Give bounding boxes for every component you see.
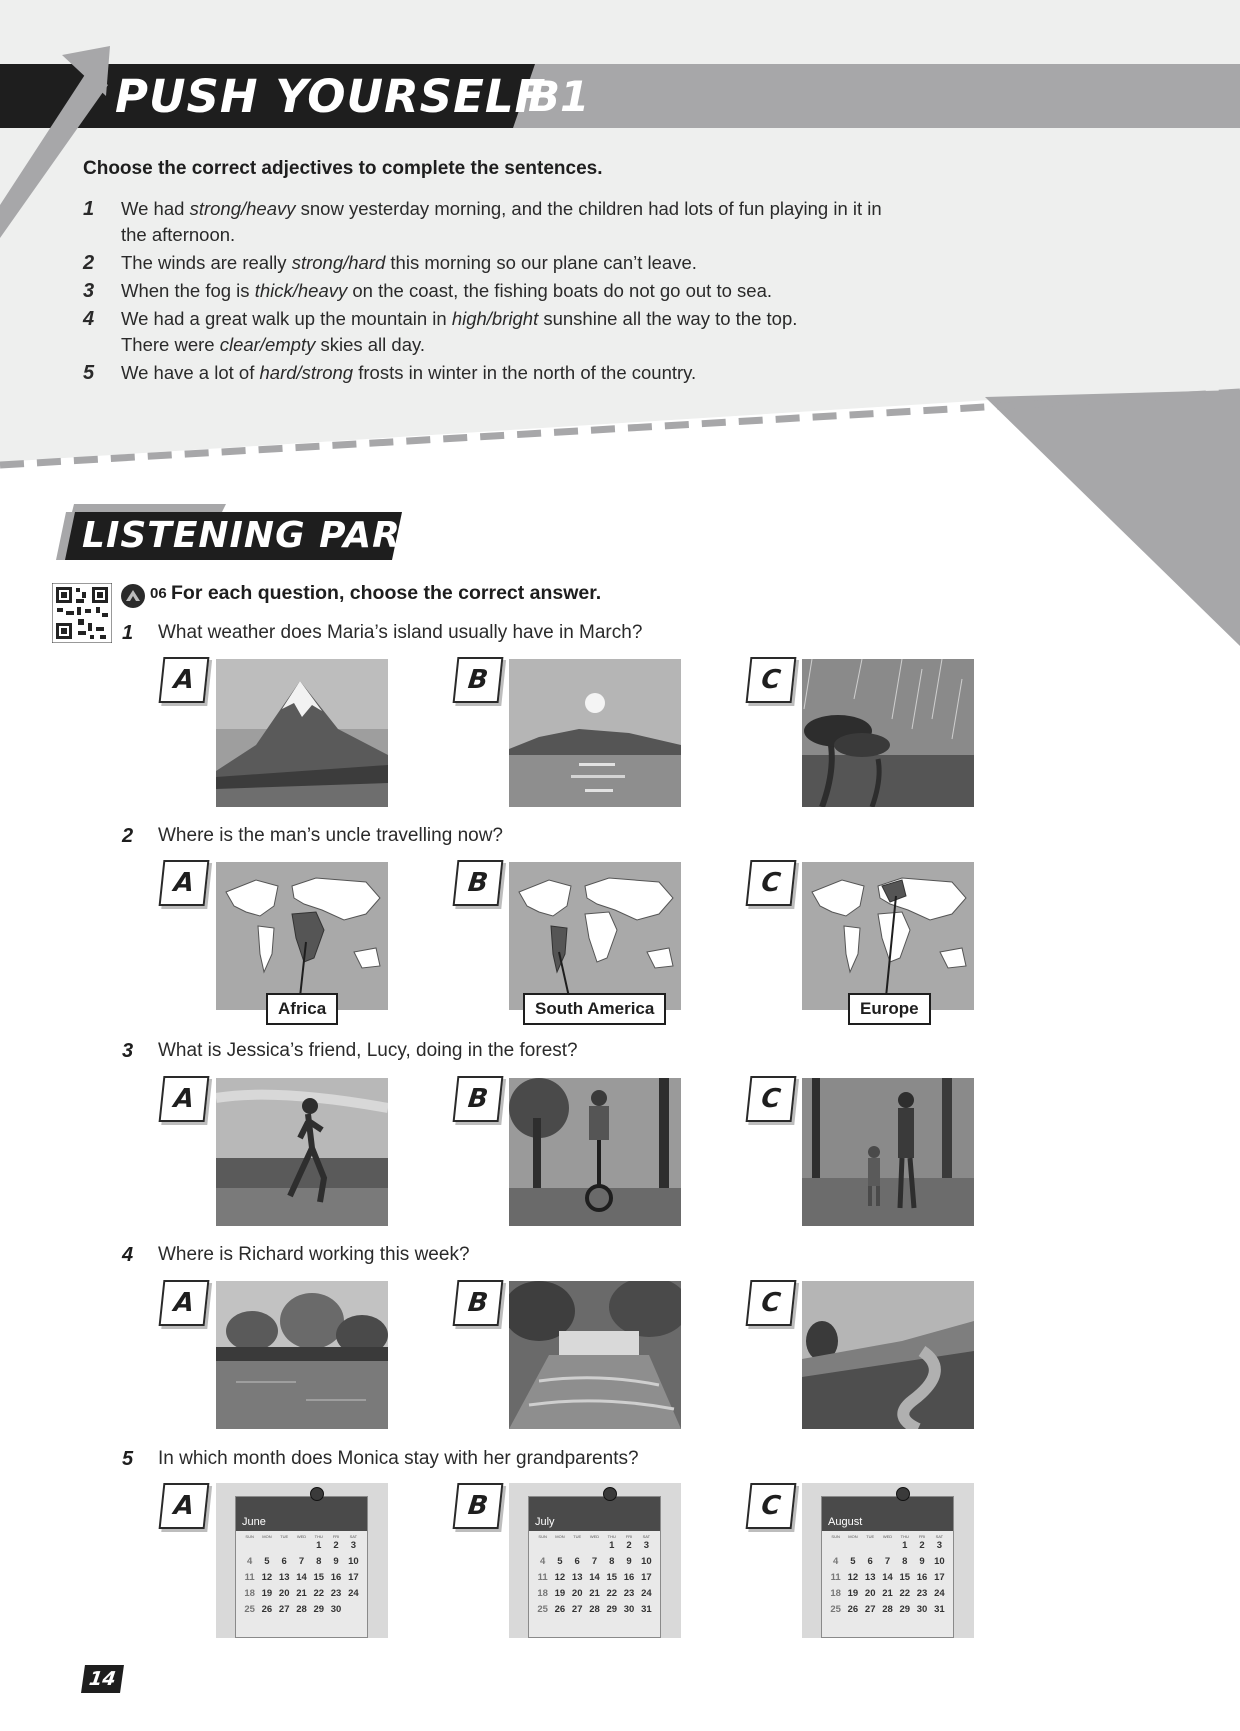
exercise-number: 3 — [83, 280, 95, 302]
calendar-date: 1 — [609, 1540, 615, 1551]
calendar-date: 18 — [830, 1588, 841, 1599]
calendar-date: 24 — [934, 1588, 945, 1599]
calendar-date: 30 — [623, 1604, 635, 1615]
calendar-june[interactable] — [216, 1483, 388, 1638]
calendar-date — [241, 1540, 258, 1551]
option-c-box[interactable]: C — [746, 1280, 797, 1326]
calendar-date: 6 — [574, 1556, 580, 1567]
calendar-date: 16 — [623, 1572, 635, 1583]
calendar-date: 19 — [554, 1588, 566, 1599]
exercise-item: 2 The winds are really strong/hard this morning so our plane can’t leave. — [83, 252, 697, 274]
sunny-sea-picture[interactable] — [509, 659, 681, 807]
option-b-box[interactable]: B — [453, 1483, 504, 1529]
option-c-box[interactable]: C — [746, 1483, 797, 1529]
weekday-label: SAT — [349, 1534, 358, 1539]
question-number: 5 — [122, 1448, 134, 1470]
option-c-box[interactable]: C — [746, 860, 797, 906]
calendar-date — [534, 1540, 551, 1551]
calendar-date: 10 — [348, 1556, 359, 1567]
calendar-dates — [529, 1539, 660, 1615]
exercise-item: 1 We had strong/heavy snow yesterday morning, and the children had lots of fun playing in it in the afternoon. — [83, 198, 882, 245]
calendar-date: 28 — [589, 1604, 600, 1615]
exercise-item: 4 We had a great walk up the mountain in high/bright sunshine all the way to the top. There were clear/empty skies all day. — [83, 308, 798, 355]
weekday-label: FRI — [332, 1534, 340, 1539]
calendar-date: 20 — [278, 1588, 290, 1599]
exercise-number: 1 — [83, 198, 95, 220]
qr-code-icon[interactable] — [52, 583, 112, 643]
calendar-date: 24 — [641, 1588, 652, 1599]
calendar-date: 28 — [882, 1604, 893, 1615]
corner-triangle — [985, 390, 1240, 646]
pin-icon — [896, 1487, 910, 1501]
calendar-date — [276, 1540, 293, 1551]
weekday-label: FRI — [625, 1534, 633, 1539]
mountain-snow-picture[interactable] — [216, 659, 388, 807]
calendar-date: 17 — [348, 1572, 359, 1583]
calendar-date — [258, 1540, 275, 1551]
calendar-date: 31 — [934, 1604, 945, 1615]
page-number: 14 — [81, 1665, 124, 1693]
calendar-date: 27 — [864, 1604, 876, 1615]
stormy-rain-picture[interactable] — [802, 659, 974, 807]
calendar-date: 18 — [537, 1588, 548, 1599]
option-a-box[interactable]: A — [159, 1483, 210, 1529]
weekday-label: MON — [555, 1534, 565, 1539]
walking-with-child-picture[interactable] — [802, 1078, 974, 1226]
calendar-date: 13 — [864, 1572, 876, 1583]
calendar-page — [528, 1496, 661, 1638]
calendar-date: 12 — [261, 1572, 273, 1583]
jogging-picture[interactable] — [216, 1078, 388, 1226]
world-map-europe-picture[interactable] — [802, 862, 974, 1010]
option-a-box[interactable]: A — [159, 657, 210, 703]
exercise-number: 5 — [83, 362, 95, 384]
pin-icon — [603, 1487, 617, 1501]
weekday-label: THU — [607, 1534, 616, 1539]
calendar-date — [844, 1540, 861, 1551]
calendar-date: 20 — [571, 1588, 583, 1599]
option-choice[interactable]: high/bright — [451, 308, 539, 329]
lake-picture[interactable] — [216, 1281, 388, 1429]
calendar-date: 8 — [609, 1556, 615, 1567]
calendar-date: 22 — [313, 1588, 325, 1599]
calendar-date — [293, 1540, 310, 1551]
map-label-south-america: South America — [523, 993, 666, 1025]
calendar-date: 29 — [899, 1604, 911, 1615]
calendar-header — [529, 1497, 660, 1531]
calendar-date: 11 — [537, 1572, 548, 1583]
calendar-date — [827, 1540, 844, 1551]
calendar-date: 24 — [348, 1588, 359, 1599]
calendar-weekdays — [529, 1531, 660, 1539]
calendar-dates — [822, 1539, 953, 1615]
exercise-number: 2 — [83, 252, 95, 274]
calendar-date: 5 — [557, 1556, 563, 1567]
calendar-header — [822, 1497, 953, 1531]
calendar-date: 1 — [902, 1540, 908, 1551]
weekday-label: WED — [296, 1534, 307, 1539]
weekday-label: SAT — [935, 1534, 944, 1539]
weekday-label: TUE — [866, 1534, 875, 1539]
calendar-date: 4 — [246, 1556, 253, 1567]
calendar-date: 12 — [554, 1572, 566, 1583]
calendar-date: 5 — [850, 1556, 856, 1567]
calendar-date: 17 — [641, 1572, 652, 1583]
calendar-date: 1 — [316, 1540, 322, 1551]
listening-title: LISTENING PART 1 — [82, 515, 465, 556]
option-b-box[interactable]: B — [453, 860, 504, 906]
calendar-date: 3 — [643, 1540, 649, 1551]
push-yourself-title: PUSH YOURSELF — [115, 70, 547, 123]
calendar-date: 21 — [589, 1588, 600, 1599]
option-choice[interactable]: strong/heavy — [189, 198, 296, 219]
calendar-date — [862, 1540, 879, 1551]
calendar-date: 22 — [899, 1588, 911, 1599]
calendar-date: 27 — [278, 1604, 290, 1615]
calendar-date: 13 — [571, 1572, 583, 1583]
calendar-date — [569, 1540, 586, 1551]
question-text: In which month does Monica stay with her grandparents? — [158, 1448, 639, 1469]
calendar-date: 15 — [899, 1572, 911, 1583]
calendar-weekdays — [236, 1531, 367, 1539]
option-choice[interactable]: thick/heavy — [254, 280, 348, 301]
calendar-page — [235, 1496, 368, 1638]
calendar-date: 8 — [902, 1556, 908, 1567]
calendar-date: 13 — [278, 1572, 290, 1583]
calendar-date: 30 — [916, 1604, 928, 1615]
map-label-europe: Europe — [848, 993, 931, 1025]
calendar-date: 4 — [832, 1556, 839, 1567]
weekday-label: THU — [900, 1534, 909, 1539]
option-c-box[interactable]: C — [746, 1076, 797, 1122]
question-text: What is Jessica’s friend, Lucy, doing in the forest? — [158, 1040, 578, 1061]
weekday-label: MON — [848, 1534, 858, 1539]
option-b-box[interactable]: B — [453, 1280, 504, 1326]
calendar-month: June — [242, 1516, 266, 1528]
question-text: What weather does Maria’s island usually have in March? — [158, 622, 643, 643]
world-map-africa-picture[interactable] — [216, 862, 388, 1010]
calendar-date: 2 — [626, 1540, 632, 1551]
exercise-number: 4 — [83, 308, 95, 330]
calendar-date — [551, 1540, 568, 1551]
calendar-date: 27 — [571, 1604, 583, 1615]
option-a-box[interactable]: A — [159, 860, 210, 906]
calendar-date: 30 — [330, 1604, 342, 1615]
calendar-july[interactable] — [509, 1483, 681, 1638]
option-b-box[interactable]: B — [453, 1076, 504, 1122]
calendar-date: 11 — [830, 1572, 841, 1583]
calendar-date: 6 — [867, 1556, 873, 1567]
weekday-label: SAT — [642, 1534, 651, 1539]
calendar-date: 22 — [606, 1588, 618, 1599]
calendar-date: 26 — [554, 1604, 566, 1615]
calendar-date: 26 — [261, 1604, 273, 1615]
calendar-date: 15 — [606, 1572, 618, 1583]
calendar-date: 8 — [316, 1556, 322, 1567]
option-choice[interactable]: hard/strong — [259, 362, 354, 383]
question-number: 1 — [122, 622, 134, 644]
weekday-label: MON — [262, 1534, 272, 1539]
weekday-label: FRI — [918, 1534, 926, 1539]
calendar-date: 9 — [333, 1556, 339, 1567]
weekday-label: SUN — [831, 1534, 840, 1539]
calendar-date: 12 — [847, 1572, 859, 1583]
audio-play-icon[interactable] — [121, 584, 145, 608]
calendar-date: 25 — [244, 1604, 255, 1615]
question-number: 3 — [122, 1040, 134, 1062]
map-label-africa: Africa — [266, 993, 338, 1025]
calendar-date: 15 — [313, 1572, 325, 1583]
calendar-date: 19 — [261, 1588, 273, 1599]
world-map-south-america-picture[interactable] — [509, 862, 681, 1010]
option-b-box[interactable]: B — [453, 657, 504, 703]
calendar-date: 3 — [936, 1540, 942, 1551]
calendar-date: 5 — [264, 1556, 270, 1567]
calendar-date: 11 — [244, 1572, 255, 1583]
calendar-date: 14 — [589, 1572, 600, 1583]
calendar-date: 25 — [537, 1604, 548, 1615]
calendar-date: 28 — [296, 1604, 307, 1615]
weekday-label: WED — [589, 1534, 600, 1539]
calendar-date: 14 — [296, 1572, 307, 1583]
calendar-date: 21 — [882, 1588, 893, 1599]
calendar-date: 10 — [641, 1556, 652, 1567]
calendar-date: 9 — [626, 1556, 632, 1567]
calendar-date: 7 — [298, 1556, 305, 1567]
question-number: 4 — [122, 1244, 134, 1266]
calendar-month: August — [828, 1516, 863, 1528]
calendar-date: 21 — [296, 1588, 307, 1599]
question-text: Where is the man’s uncle travelling now? — [158, 825, 503, 846]
weekday-label: TUE — [280, 1534, 289, 1539]
calendar-date: 29 — [313, 1604, 325, 1615]
calendar-date: 7 — [884, 1556, 891, 1567]
calendar-date: 31 — [641, 1604, 652, 1615]
calendar-date: 4 — [539, 1556, 546, 1567]
calendar-date: 17 — [934, 1572, 945, 1583]
calendar-date: 9 — [919, 1556, 925, 1567]
calendar-date: 23 — [623, 1588, 635, 1599]
pin-icon — [310, 1487, 324, 1501]
exercise-list — [83, 196, 903, 388]
calendar-date: 14 — [882, 1572, 893, 1583]
calendar-date: 16 — [330, 1572, 342, 1583]
option-a-box[interactable]: A — [159, 1280, 210, 1326]
calendar-date: 10 — [934, 1556, 945, 1567]
exercise-item: 5 We have a lot of hard/strong frosts in winter in the north of the country. — [83, 362, 697, 384]
listening-instruction: For each question, choose the correct answer. — [171, 582, 602, 604]
calendar-date: 26 — [847, 1604, 859, 1615]
audio-track-number: 06 — [150, 585, 167, 602]
weekday-label: TUE — [573, 1534, 582, 1539]
push-instruction: Choose the correct adjectives to complete the sentences. — [83, 158, 603, 179]
calendar-month: July — [535, 1516, 555, 1528]
weekday-label: THU — [314, 1534, 323, 1539]
calendar-date: 16 — [916, 1572, 928, 1583]
question-number: 2 — [122, 825, 134, 847]
calendar-date: 2 — [919, 1540, 925, 1551]
calendar-date: 7 — [591, 1556, 598, 1567]
field-path-picture[interactable] — [802, 1281, 974, 1429]
option-c-box[interactable]: C — [746, 657, 797, 703]
calendar-august[interactable] — [802, 1483, 974, 1638]
calendar-date: 19 — [847, 1588, 859, 1599]
calendar-date: 6 — [281, 1556, 287, 1567]
calendar-date: 29 — [606, 1604, 618, 1615]
calendar-date: 20 — [864, 1588, 876, 1599]
weekday-label: WED — [882, 1534, 893, 1539]
calendar-date — [879, 1540, 896, 1551]
calendar-weekdays — [822, 1531, 953, 1539]
weekday-label: SUN — [538, 1534, 547, 1539]
exercise-item: 3 When the fog is thick/heavy on the coast, the fishing boats do not go out to sea. — [83, 280, 773, 302]
option-choice[interactable]: clear/empty — [219, 334, 316, 355]
calendar-date: 25 — [830, 1604, 841, 1615]
calendar-page — [821, 1496, 954, 1638]
calendar-date: 18 — [244, 1588, 255, 1599]
calendar-header — [236, 1497, 367, 1531]
weekday-label: SUN — [245, 1534, 254, 1539]
calendar-date: 23 — [916, 1588, 928, 1599]
calendar-date — [586, 1540, 603, 1551]
calendar-date: 3 — [350, 1540, 356, 1551]
calendar-dates — [236, 1539, 367, 1615]
level-badge: B1 — [528, 72, 590, 121]
calendar-date: 2 — [333, 1540, 339, 1551]
question-text: Where is Richard working this week? — [158, 1244, 470, 1265]
cycling-picture[interactable] — [509, 1078, 681, 1226]
option-choice[interactable]: strong/hard — [291, 252, 386, 273]
calendar-date: 23 — [330, 1588, 342, 1599]
river-waterfall-picture[interactable] — [509, 1281, 681, 1429]
option-a-box[interactable]: A — [159, 1076, 210, 1122]
